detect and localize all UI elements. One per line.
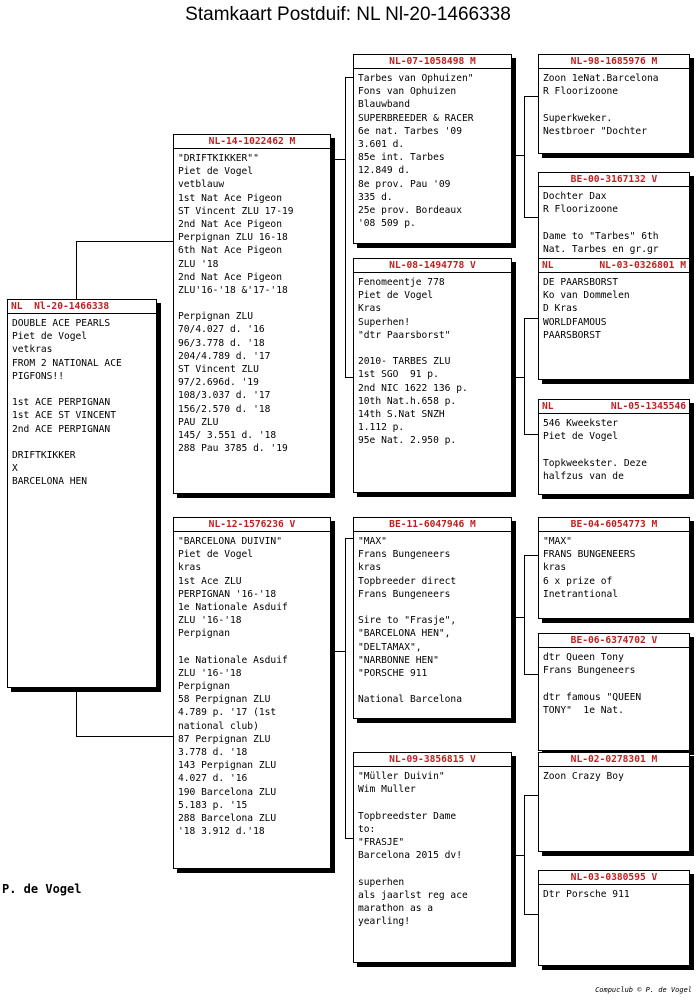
pedigree-line: 2010- TARBES ZLU xyxy=(358,356,451,368)
pedigree-line: 96/3.778 d. '18 xyxy=(178,337,265,349)
pedigree-line: DE PAARSBORST xyxy=(543,277,619,288)
pedigree-line: PAARSBORST xyxy=(543,329,601,341)
pedigree-line: 1e Nationale Asduif xyxy=(178,601,288,613)
pedigree-line: als jaarlst reg ace xyxy=(358,889,468,901)
pedigree-line: "Müller Duivin" xyxy=(358,771,445,782)
pedigree-line: 1st SGO 91 p. xyxy=(358,369,439,381)
pedigree-details xyxy=(539,414,689,483)
ring-number: BE-06-6374702 V xyxy=(570,635,658,646)
pedigree-line: Perpignan xyxy=(178,628,230,640)
pedigree-line: 190 Barcelona ZLU xyxy=(178,786,277,798)
pedigree-line: "DRIFTKIKKER"" xyxy=(178,153,259,164)
pedigree-line: Fenomeentje 778 xyxy=(358,277,445,288)
pedigree-line: 87 Perpignan ZLU xyxy=(178,733,271,745)
pedigree-line: 145/ 3.551 d. '18 xyxy=(178,429,277,441)
pedigree-line: Frans Bungeneers xyxy=(543,665,636,677)
pedigree-line: kras xyxy=(178,562,202,574)
pedigree-line: Fons van Ophuizen xyxy=(358,86,457,98)
pedigree-details xyxy=(174,532,330,838)
pedigree-line: 1e Nationale Asduif xyxy=(178,654,288,666)
connector-line xyxy=(345,838,353,839)
pedigree-line: superhen xyxy=(358,876,405,888)
pedigree-line: "MAX" xyxy=(358,536,387,547)
connector-line xyxy=(512,617,524,618)
connector-line xyxy=(345,377,353,378)
pedigree-details xyxy=(354,532,511,706)
pedigree-line: Nat. Tarbes en gr.gr xyxy=(543,243,659,255)
pedigree-line: 1st ACE PERPIGNAN xyxy=(12,397,111,409)
pedigree-card-dam-sire xyxy=(353,517,512,719)
pedigree-line: 2nd Nat Ace Pigeon xyxy=(178,218,282,230)
pedigree-line xyxy=(358,342,507,355)
pedigree-line: "DELTAMAX", xyxy=(358,641,422,653)
pedigree-line: ZLU '16-'18 xyxy=(178,615,242,627)
page-title: Stamkaart Postduif: NL Nl-20-1466338 xyxy=(185,4,511,25)
pedigree-line: TONY" 1e Nat. xyxy=(543,704,624,716)
pedigree-line: vetkras xyxy=(12,344,53,356)
pedigree-line: kras xyxy=(543,562,567,574)
pedigree-line: X xyxy=(12,463,18,475)
connector-line xyxy=(524,914,538,915)
pedigree-line: ZLU '16-'18 xyxy=(178,667,242,679)
pedigree-line: 14th S.Nat SNZH xyxy=(358,408,445,420)
pedigree-line: Dtr Porsche 911 xyxy=(543,889,630,900)
connector-line xyxy=(524,674,538,675)
pedigree-line: 288 Pau 3785 d. '19 xyxy=(178,443,288,455)
pedigree-line: Barcelona 2015 dv! xyxy=(358,850,462,862)
ring-number: NL-03-0380595 V xyxy=(570,872,658,883)
pedigree-line: marathon as a xyxy=(358,902,434,914)
pedigree-line: D Kras xyxy=(543,303,578,315)
pedigree-line: FRANS BUNGENEERS xyxy=(543,549,636,561)
pedigree-line: 10th Nat.h.658 p. xyxy=(358,395,457,407)
pedigree-line xyxy=(543,677,685,690)
pedigree-line: DRIFTKIKKER xyxy=(12,449,76,461)
pedigree-line: Inetrantional xyxy=(543,588,619,600)
pedigree-line: national club) xyxy=(178,720,259,732)
pedigree-line: PERPIGNAN '16-'18 xyxy=(178,588,277,600)
pedigree-details xyxy=(539,187,689,256)
pedigree-line: 204/4.789 d. '17 xyxy=(178,350,271,362)
pedigree-line: 156/2.570 d. '18 xyxy=(178,403,271,415)
connector-line xyxy=(524,795,538,796)
pedigree-line: 3.601 d. xyxy=(358,138,405,150)
pedigree-line xyxy=(543,216,685,229)
pedigree-line: "BARCELONA DUIVIN" xyxy=(178,536,282,547)
connector-line xyxy=(512,155,524,156)
pedigree-line xyxy=(178,641,326,654)
pedigree-line: 1st Ace ZLU xyxy=(178,575,242,587)
ring-number-text: NL-05-1345546 xyxy=(610,401,686,412)
pedigree-line: 12.849 d. xyxy=(358,165,410,177)
pedigree-line: ZLU'16-'18 &'17-'18 xyxy=(178,284,288,296)
pedigree-line: Wim Muller xyxy=(358,784,416,796)
connector-line xyxy=(345,538,353,539)
pedigree-line: Kras xyxy=(358,303,382,315)
pedigree-line: Piet de Vogel xyxy=(358,290,434,302)
pedigree-line: Piet de Vogel xyxy=(178,166,254,178)
pedigree-card-subject xyxy=(7,299,157,688)
connector-line xyxy=(524,555,525,674)
pedigree-line: Topbreeder direct xyxy=(358,575,457,587)
pedigree-line: 2nd NIC 1622 136 p. xyxy=(358,382,468,394)
pedigree-line: 58 Perpignan ZLU xyxy=(178,694,271,706)
pedigree-card-dss xyxy=(538,517,690,619)
pedigree-line: 1.112 p. xyxy=(358,422,405,434)
pedigree-line: SUPERBREEDER & RACER xyxy=(358,112,474,124)
pedigree-line xyxy=(12,436,152,449)
connector-line xyxy=(524,318,538,319)
connector-line xyxy=(524,795,525,914)
connector-line xyxy=(345,77,346,377)
pedigree-line: DOUBLE ACE PEARLS xyxy=(12,318,111,329)
pedigree-line: BARCELONA HEN xyxy=(12,476,88,488)
pedigree-details xyxy=(354,273,511,447)
pedigree-details xyxy=(539,885,689,901)
pedigree-line xyxy=(178,297,326,310)
pedigree-line: 288 Barcelona ZLU xyxy=(178,812,277,824)
pedigree-line: 143 Perpignan ZLU xyxy=(178,760,277,772)
pedigree-line: Zoon 1eNat.Barcelona xyxy=(543,73,659,84)
pedigree-line: Topbreedster Dame xyxy=(358,810,457,822)
ring-number-text: NL Nl-20-1466338 xyxy=(11,301,110,312)
pedigree-line: '08 509 p. xyxy=(358,218,416,230)
pedigree-line: kras xyxy=(358,562,382,574)
pedigree-line xyxy=(543,98,685,111)
pedigree-card-ssd xyxy=(538,172,690,270)
connector-line xyxy=(524,555,538,556)
pedigree-line: ST Vincent ZLU 17-19 xyxy=(178,205,294,217)
pedigree-details xyxy=(539,69,689,138)
pedigree-line: Piet de Vogel xyxy=(543,431,619,443)
pedigree-line: Sire to "Frasje", xyxy=(358,615,457,627)
pedigree-line: "dtr Paarsborst" xyxy=(358,329,451,341)
pedigree-line: PAU ZLU xyxy=(178,416,219,428)
pedigree-line: Zoon Crazy Boy xyxy=(543,771,624,782)
pedigree-details xyxy=(354,69,511,230)
pedigree-line: Piet de Vogel xyxy=(12,331,88,343)
pedigree-line: 97/2.696d. '19 xyxy=(178,377,259,389)
pedigree-line xyxy=(358,680,507,693)
pedigree-details xyxy=(539,532,689,601)
pedigree-line: 4.027 d. '16 xyxy=(178,773,248,785)
pedigree-line: Piet de Vogel xyxy=(178,549,254,561)
pedigree-line: Frans Bungeneers xyxy=(358,549,451,561)
pedigree-line: Ko van Dommelen xyxy=(543,290,630,302)
owner-name: P. de Vogel xyxy=(2,882,82,896)
ring-number: BE-00-3167132 V xyxy=(570,174,658,185)
pedigree-line: "NARBONNE HEN" xyxy=(358,654,439,666)
pedigree-line: R Floorizoone xyxy=(543,204,619,216)
pedigree-line: Dame to "Tarbes" 6th xyxy=(543,230,659,242)
ring-number: NL-07-1058498 M xyxy=(389,56,476,67)
pedigree-line: 25e prov. Bordeaux xyxy=(358,204,462,216)
connector-line xyxy=(524,96,525,217)
pedigree-line: Superkweker. xyxy=(543,112,613,124)
pedigree-card-father xyxy=(173,134,331,494)
pedigree-line xyxy=(358,796,507,809)
connector-line xyxy=(524,217,538,218)
ring-number: NL-09-3856815 V xyxy=(389,754,476,765)
pedigree-details xyxy=(539,648,689,717)
pedigree-line xyxy=(543,443,685,456)
ring-number: BE-04-6054773 M xyxy=(570,519,658,530)
pedigree-details xyxy=(539,273,689,342)
pedigree-line: 3.778 d. '18 xyxy=(178,747,248,758)
pedigree-line: 95e Nat. 2.950 p. xyxy=(358,435,457,447)
pedigree-line: to: xyxy=(358,823,376,835)
pedigree-line: Nestbroer "Dochter xyxy=(543,125,647,137)
pedigree-card-sds xyxy=(538,258,690,380)
pedigree-line: vetblauw xyxy=(178,179,225,191)
ring-number: BE-11-6047946 M xyxy=(389,519,476,530)
pedigree-card-sire-sire xyxy=(353,54,512,244)
pedigree-line: 8e prov. Pau '09 xyxy=(358,178,451,190)
ring-number: NL-02-0278301 M xyxy=(570,754,658,765)
pedigree-line: Frans Bungeneers xyxy=(358,588,451,600)
connector-line xyxy=(524,434,538,435)
ring-number xyxy=(539,400,689,413)
pedigree-line: 108/3.037 d. '17 xyxy=(178,390,271,402)
connector-line xyxy=(345,538,346,838)
pedigree-line: 70/4.027 d. '16 xyxy=(178,324,265,336)
connector-line xyxy=(524,318,525,434)
pedigree-card-dsd xyxy=(538,633,690,751)
pedigree-card-mother xyxy=(173,517,331,869)
pedigree-line: "MAX" xyxy=(543,536,572,547)
pedigree-line: Dochter Dax xyxy=(543,191,607,202)
pedigree-line: 6 x prize of xyxy=(543,575,613,587)
ring-number: NL-14-1022462 M xyxy=(208,136,296,147)
pedigree-line: ST Vincent ZLU xyxy=(178,364,259,375)
pedigree-line: WORLDFAMOUS xyxy=(543,316,607,328)
pedigree-card-sire-dam xyxy=(353,258,512,493)
pedigree-line: 4.789 p. '17 (1st xyxy=(178,707,277,719)
pedigree-details xyxy=(174,149,330,455)
pedigree-line xyxy=(12,383,152,396)
connector-line xyxy=(76,736,174,737)
connector-line xyxy=(524,96,538,97)
pedigree-line: PIGFONS!! xyxy=(12,370,64,382)
pedigree-line: FROM 2 NATIONAL ACE xyxy=(12,357,122,369)
ring-country: NL xyxy=(542,401,554,412)
ring-country: NL xyxy=(542,260,554,271)
connector-line xyxy=(76,241,77,299)
pedigree-details xyxy=(539,767,689,783)
connector-line xyxy=(76,241,174,242)
footer-credit: Compuclub © P. de Vogel xyxy=(595,986,692,994)
pedigree-line: 6th Nat Ace Pigeon xyxy=(178,245,282,257)
pedigree-line: National Barcelona xyxy=(358,694,462,706)
pedigree-line: yearling! xyxy=(358,916,410,928)
pedigree-card-sss xyxy=(538,54,690,154)
pedigree-line: dtr Queen Tony xyxy=(543,652,624,663)
pedigree-line: 1st Nat Ace Pigeon xyxy=(178,192,282,204)
pedigree-line: '18 3.912 d.'18 xyxy=(178,826,265,838)
pedigree-card-dam-dam xyxy=(353,752,512,963)
pedigree-line: dtr famous "QUEEN xyxy=(543,691,642,703)
pedigree-line: R Floorizoone xyxy=(543,86,619,98)
pedigree-card-ddd xyxy=(538,870,690,966)
pedigree-line: Perpignan xyxy=(178,681,230,693)
pedigree-line: "FRASJE" xyxy=(358,836,405,848)
pedigree-line: halfzus van de xyxy=(543,470,624,482)
connector-line xyxy=(512,377,524,378)
pedigree-line xyxy=(358,862,507,875)
ring-number-text: NL-03-0326801 M xyxy=(599,260,686,271)
connector-line xyxy=(76,688,77,736)
pedigree-line: ZLU '18 xyxy=(178,258,219,270)
pedigree-line: Topkweekster. Deze xyxy=(543,457,647,469)
pedigree-card-sdd xyxy=(538,399,690,495)
connector-line xyxy=(345,77,353,78)
pedigree-line: 1st ACE ST VINCENT xyxy=(12,410,116,422)
pedigree-line: 335 d. xyxy=(358,191,393,203)
pedigree-line: 2nd Nat Ace Pigeon xyxy=(178,271,282,283)
pedigree-line xyxy=(358,601,507,614)
pedigree-details xyxy=(354,767,511,928)
pedigree-line: "PORSCHE 911 xyxy=(358,667,428,679)
connector-line xyxy=(331,651,345,652)
pedigree-line: 6e nat. Tarbes '09 xyxy=(358,125,462,137)
pedigree-line: Tarbes van Ophuizen" xyxy=(358,73,474,84)
ring-number xyxy=(539,259,689,272)
ring-number xyxy=(8,300,156,313)
pedigree-line: 85e int. Tarbes xyxy=(358,152,445,164)
pedigree-line: 546 Kweekster xyxy=(543,418,619,429)
pedigree-card-dds xyxy=(538,752,690,852)
ring-number: NL-12-1576236 V xyxy=(208,519,296,530)
pedigree-line: 5.183 p. '15 xyxy=(178,799,248,811)
connector-line xyxy=(331,159,345,160)
pedigree-line: Perpignan ZLU 16-18 xyxy=(178,232,288,244)
pedigree-line: 2nd ACE PERPIGNAN xyxy=(12,423,111,435)
connector-line xyxy=(512,855,524,856)
pedigree-line: Blauwband xyxy=(358,99,410,111)
pedigree-line: Perpignan ZLU xyxy=(178,311,254,323)
pedigree-details xyxy=(8,314,156,488)
pedigree-line: Superhen! xyxy=(358,316,410,328)
ring-number: NL-98-1685976 M xyxy=(570,56,658,67)
ring-number: NL-08-1494778 V xyxy=(389,260,476,271)
pedigree-line: "BARCELONA HEN", xyxy=(358,628,451,640)
